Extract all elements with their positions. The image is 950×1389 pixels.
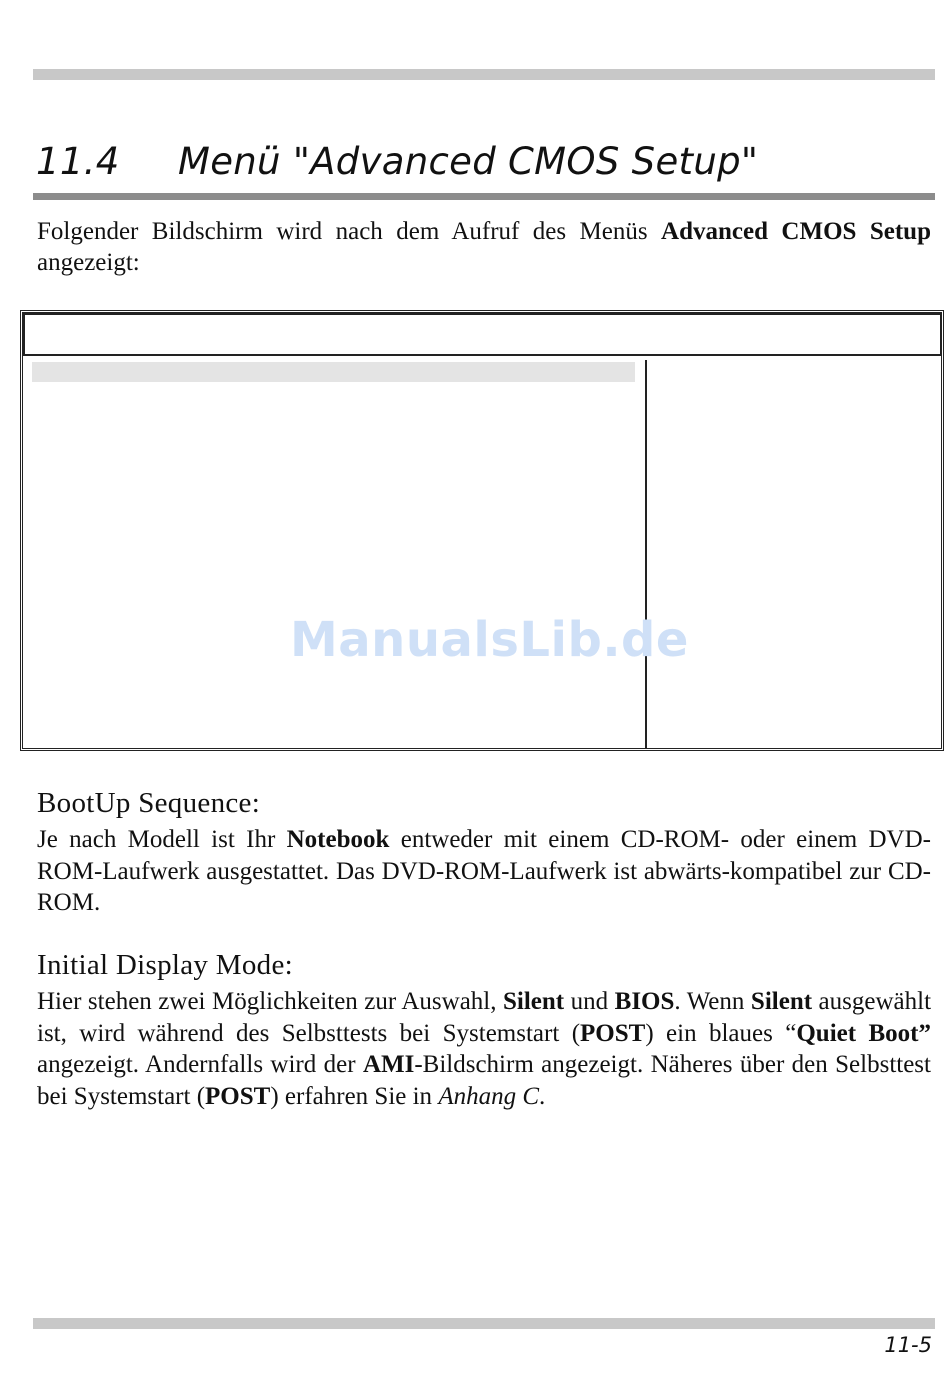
section-number: 11.4 xyxy=(36,140,120,183)
menu-name: Advanced CMOS Setup xyxy=(661,218,931,245)
bios-title-bar xyxy=(23,313,942,356)
notebook-term: Notebook xyxy=(286,826,390,853)
bootup-title: BootUp Sequence: xyxy=(37,787,261,819)
heading-rule xyxy=(33,193,935,200)
bios-help-panel xyxy=(647,360,942,749)
top-rule xyxy=(33,69,935,80)
display-mode-paragraph: Hier stehen zwei Möglichkeiten zur Auswahl, Silent und BIOS. Wenn Silent ausgewählt ist, wird während des Selbsttests bei Systemstart (POST) ein blaues “Quiet Boot” angezeigt. Andernfalls wird der AMI-Bildschirm angezeigt. Näheres über den Selbsttest bei Systemstart (POST) erfahren Sie in Anhang C. xyxy=(37,988,932,1110)
page-title xyxy=(36,140,758,183)
appendix-reference: Anhang C xyxy=(438,1082,540,1110)
intro-paragraph: Folgender Bildschirm wird nach dem Aufruf des Menüs Advanced CMOS Setup angezeigt: xyxy=(37,218,931,276)
bios-options-panel xyxy=(23,360,647,749)
display-mode-title: Initial Display Mode: xyxy=(37,949,293,981)
bottom-rule xyxy=(33,1318,935,1329)
watermark: ManualsLib.de xyxy=(290,612,689,668)
bios-selected-row xyxy=(32,362,635,382)
page-number: 11-5 xyxy=(884,1333,932,1357)
bootup-paragraph: Je nach Modell ist Ihr Notebook entweder mit einem CD-ROM- oder einem DVD-ROM-Laufwerk ausgestattet. Das DVD-ROM-Laufwerk ist abwärts-kompatibel zur CD-ROM. xyxy=(37,826,931,916)
section-title: Menü "Advanced CMOS Setup" xyxy=(178,140,759,183)
